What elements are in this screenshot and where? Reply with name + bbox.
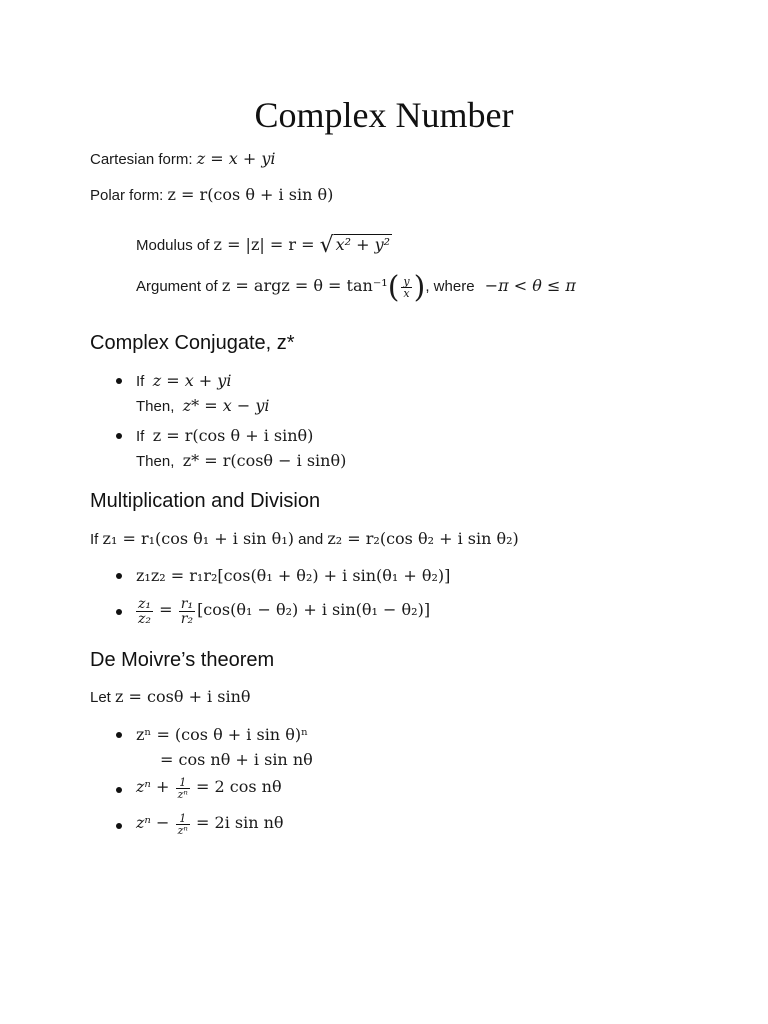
modulus-line xyxy=(136,234,392,257)
quotient-rhs-den: r₂ xyxy=(180,610,194,627)
argument-line xyxy=(136,270,576,305)
page-title: Complex Number xyxy=(254,95,514,135)
conjugate-then-formula-2: z* = r(cosθ − i sinθ) xyxy=(182,451,347,470)
modulus-label: Modulus of xyxy=(136,237,210,254)
sum-fraction xyxy=(176,777,190,800)
diff-lhs: zⁿ − xyxy=(136,813,170,832)
modulus-formula: z = |z| = r = xyxy=(213,235,320,254)
power-formula-1: zⁿ = (cos θ + i sin θ)ⁿ xyxy=(136,725,308,744)
z2-definition: z₂ = r₂(cos θ₂ + i sin θ₂) xyxy=(327,529,519,548)
bullet-icon xyxy=(116,823,122,829)
multiplication-definition xyxy=(90,528,519,551)
bullet-icon xyxy=(116,787,122,793)
argument-where: , where xyxy=(425,278,475,295)
argument-range: −π < θ ≤ π xyxy=(484,276,576,295)
demoivre-let-line xyxy=(90,686,251,709)
then-label: Then, xyxy=(136,453,175,470)
polar-formula: z = r(cos θ + i sin θ) xyxy=(167,185,334,204)
quotient-lhs-fraction xyxy=(136,597,153,626)
conjugate-heading: Complex Conjugate, z* xyxy=(90,332,295,354)
power-line-1 xyxy=(136,724,308,747)
diff-fraction xyxy=(176,813,190,836)
cartesian-label: Cartesian form: xyxy=(90,151,193,168)
argument-label: Argument of xyxy=(136,278,218,295)
power-formula-2: = cos nθ + i sin nθ xyxy=(160,750,313,769)
diff-rhs: = 2i sin nθ xyxy=(196,813,284,832)
conjugate-if-formula-2: z = r(cos θ + i sinθ) xyxy=(152,426,314,445)
polar-label: Polar form: xyxy=(90,187,164,204)
bullet-icon xyxy=(116,609,122,615)
argument-frac-num: y xyxy=(403,274,410,288)
bullet-icon xyxy=(116,378,122,384)
sum-lhs: zⁿ + xyxy=(136,777,170,796)
sum-rhs: = 2 cos nθ xyxy=(196,777,282,796)
conjugate-if-1 xyxy=(136,370,231,393)
and-label: and xyxy=(298,531,324,548)
conjugate-then-formula-1: z* = x − yi xyxy=(182,396,270,415)
if-label: If xyxy=(136,373,145,390)
conjugate-if-2 xyxy=(136,425,313,448)
then-label: Then, xyxy=(136,398,175,415)
argument-frac-den: x xyxy=(403,286,410,300)
bullet-icon xyxy=(116,573,122,579)
power-line-2 xyxy=(160,749,313,772)
sum-line xyxy=(136,770,282,805)
if-label: If xyxy=(90,531,99,548)
quotient-lhs-num: z₁ xyxy=(138,595,151,612)
quotient-rest: [cos(θ₁ − θ₂) + i sin(θ₁ − θ₂)] xyxy=(197,600,431,619)
diff-line xyxy=(136,806,284,841)
conjugate-then-1 xyxy=(136,395,269,418)
diff-frac-den: zⁿ xyxy=(177,823,188,837)
multiplication-heading: Multiplication and Division xyxy=(90,490,321,512)
sum-frac-num: 1 xyxy=(176,777,190,789)
argument-formula: z = argz = θ = tan⁻¹ xyxy=(221,276,388,295)
if-label: If xyxy=(136,428,145,445)
conjugate-if-formula-1: z = x + yi xyxy=(152,371,232,390)
cartesian-formula: z = x + yi xyxy=(196,149,276,168)
let-label: Let xyxy=(90,689,111,706)
equals-sign: = xyxy=(159,600,173,619)
let-formula: z = cosθ + i sinθ xyxy=(115,687,251,706)
quotient-line xyxy=(134,592,430,629)
modulus-radicand: x² + y² xyxy=(335,235,391,254)
sqrt-icon: √ xyxy=(319,233,334,258)
quotient-rhs-num: r₁ xyxy=(180,595,194,612)
quotient-rhs-fraction xyxy=(179,597,195,626)
z1-definition: z₁ = r₁(cos θ₁ + i sin θ₁) xyxy=(102,529,294,548)
conjugate-then-2 xyxy=(136,450,346,473)
bullet-icon xyxy=(116,732,122,738)
left-paren-icon: ( xyxy=(387,270,400,305)
product-line xyxy=(136,565,450,588)
diff-frac-num: 1 xyxy=(176,813,190,825)
polar-form-line xyxy=(90,184,333,207)
argument-fraction xyxy=(401,276,411,299)
demoivre-heading: De Moivre’s theorem xyxy=(90,649,275,671)
sum-frac-den: zⁿ xyxy=(177,787,188,801)
quotient-lhs-den: z₂ xyxy=(138,610,151,627)
product-formula: z₁z₂ = r₁r₂[cos(θ₁ + θ₂) + i sin(θ₁ + θ₂)] xyxy=(136,566,451,585)
bullet-icon xyxy=(116,433,122,439)
cartesian-form-line xyxy=(90,148,275,171)
right-paren-icon: ) xyxy=(413,270,426,305)
